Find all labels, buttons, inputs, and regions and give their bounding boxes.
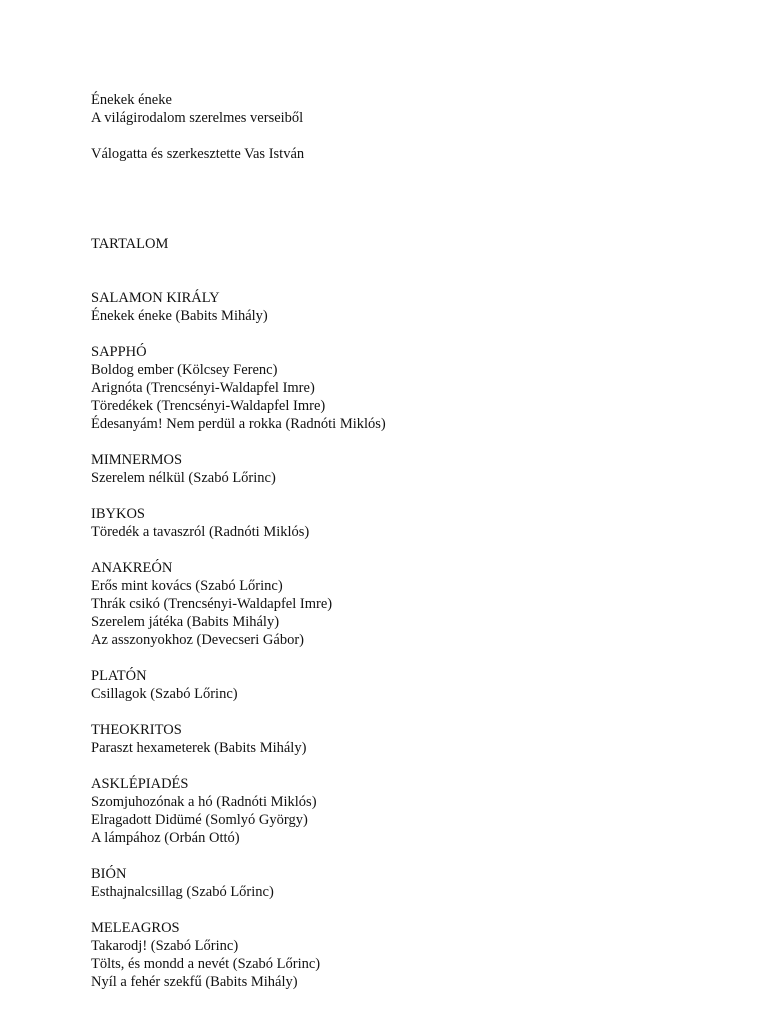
toc-section: [91, 451, 731, 487]
toc-entry: Szomjuhozónak a hó (Radnóti Miklós): [91, 794, 317, 810]
author-heading: SALAMON KIRÁLY: [91, 290, 220, 306]
toc-section: [91, 775, 731, 847]
editor-credit: Válogatta és szerkesztette Vas István: [91, 146, 305, 162]
author-heading: PLATÓN: [91, 668, 147, 684]
toc-entry: Elragadott Didümé (Somlyó György): [91, 812, 308, 828]
toc-entry: Arignóta (Trencsényi-Waldapfel Imre): [91, 380, 315, 396]
toc-entry: Csillagok (Szabó Lőrinc): [91, 686, 238, 702]
book-title: Énekek éneke: [91, 92, 172, 108]
toc-entry: Erős mint kovács (Szabó Lőrinc): [91, 578, 283, 594]
toc-section: [91, 721, 731, 757]
author-heading: IBYKOS: [91, 506, 145, 522]
document-page: [91, 91, 731, 1009]
toc-entry: Töredékek (Trencsényi-Waldapfel Imre): [91, 398, 326, 414]
toc-section: [91, 667, 731, 703]
toc-section: [91, 559, 731, 649]
toc-entry: Boldog ember (Kölcsey Ferenc): [91, 362, 278, 378]
toc-entry: Tölts, és mondd a nevét (Szabó Lőrinc): [91, 956, 321, 972]
author-heading: SAPPHÓ: [91, 344, 147, 360]
spacer: [91, 163, 731, 217]
toc-entry: Énekek éneke (Babits Mihály): [91, 308, 268, 324]
author-heading: THEOKRITOS: [91, 722, 182, 738]
toc-entry: Takarodj! (Szabó Lőrinc): [91, 938, 239, 954]
toc-entry: Szerelem játéka (Babits Mihály): [91, 614, 280, 630]
toc-entry: Thrák csikó (Trencsényi-Waldapfel Imre): [91, 596, 333, 612]
author-heading: ANAKREÓN: [91, 560, 173, 576]
author-heading: BIÓN: [91, 866, 127, 882]
book-subtitle: A világirodalom szerelmes verseiből: [91, 110, 304, 126]
toc-entry: Az asszonyokhoz (Devecseri Gábor): [91, 632, 304, 648]
spacer: [91, 253, 731, 289]
author-heading: MELEAGROS: [91, 920, 180, 936]
toc-entry: A lámpához (Orbán Ottó): [91, 830, 240, 846]
author-heading: ASKLÉPIADÉS: [91, 776, 189, 792]
toc-section: [91, 919, 731, 991]
toc-section: [91, 865, 731, 901]
toc-entry: Esthajnalcsillag (Szabó Lőrinc): [91, 884, 274, 900]
spacer: [91, 217, 731, 235]
toc-entry: Nyíl a fehér szekfű (Babits Mihály): [91, 974, 298, 990]
toc-section: [91, 505, 731, 541]
toc-entry: Töredék a tavaszról (Radnóti Miklós): [91, 524, 310, 540]
table-of-contents: [91, 289, 731, 991]
toc-section: [91, 289, 731, 325]
toc-entry: Szerelem nélkül (Szabó Lőrinc): [91, 470, 276, 486]
toc-heading: TARTALOM: [91, 236, 169, 252]
toc-section: [91, 343, 731, 433]
toc-entry: Édesanyám! Nem perdül a rokka (Radnóti Miklós): [91, 416, 386, 432]
author-heading: MIMNERMOS: [91, 452, 183, 468]
spacer: [91, 127, 731, 145]
toc-entry: Paraszt hexameterek (Babits Mihály): [91, 740, 307, 756]
